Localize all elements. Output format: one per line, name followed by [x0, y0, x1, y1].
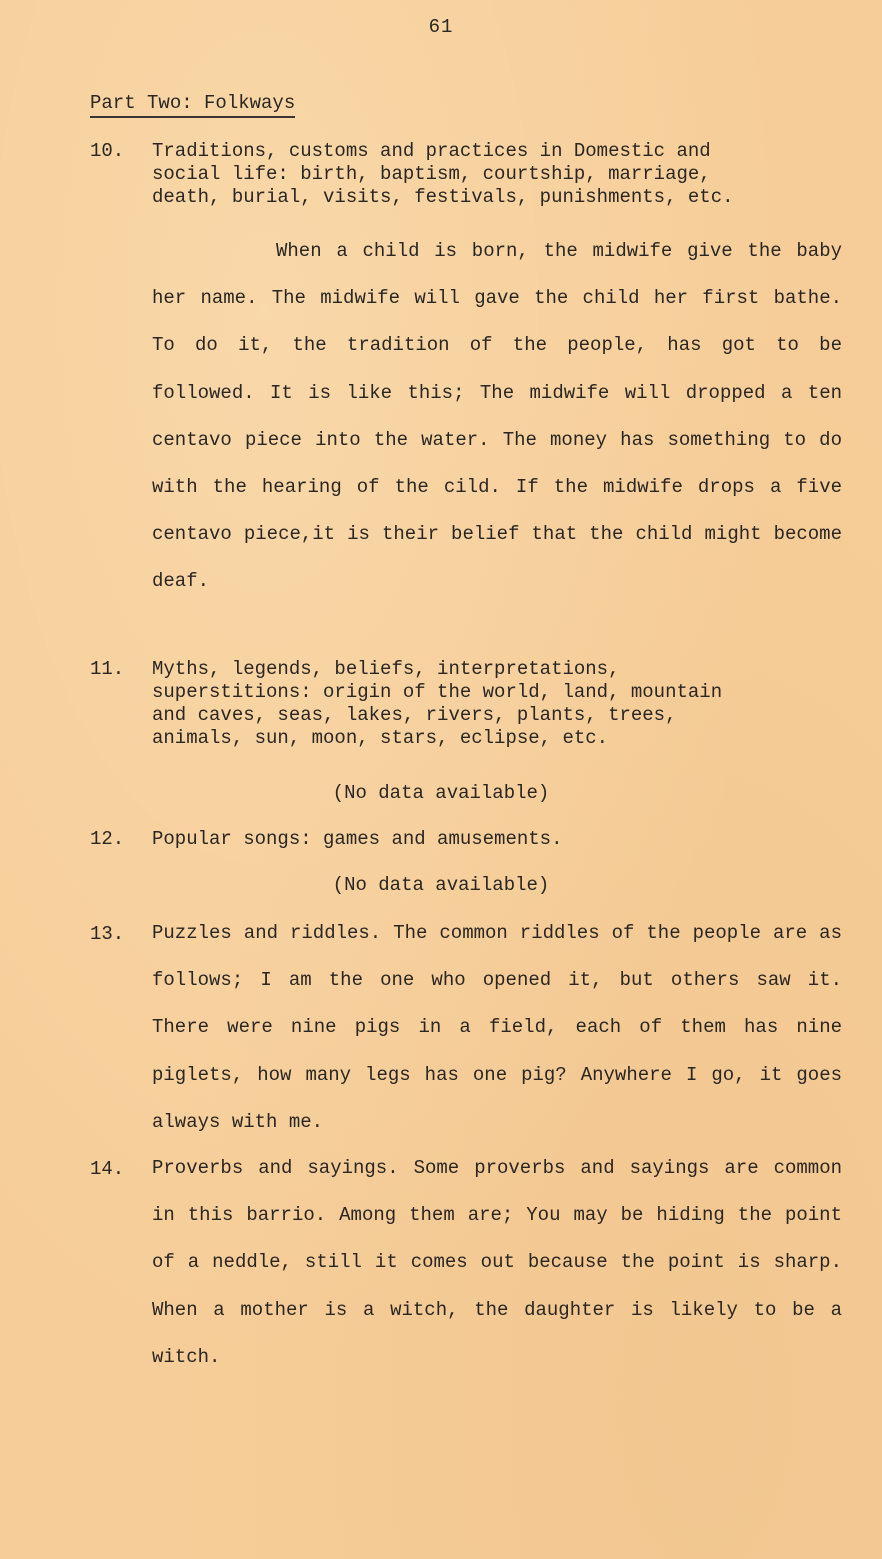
section-number: 10.: [90, 140, 125, 162]
section-body-text: When a child is born, the midwife give the baby her name. The midwife will gave the child her first bathe. To do it, the tradition of the people, has got to be followed. It is like this; The midwife will dropped a ten centavo piece into the water. The money has something to do with the hearing of the cild. If the midwife drops a five centavo piece,it is their belief that the child might become deaf.: [152, 240, 842, 593]
section-body: Puzzles and riddles. The common riddles of the people are as follows; I am the one who opened it, but others saw it. There were nine pigs in a field, each of them has nine piglets, how many legs has one pig? Anywhere I go, it goes always with me.: [152, 922, 842, 1133]
section-heading: Myths, legends, beliefs, interpretations, superstitions: origin of the world, land, mountain and caves, seas, lakes, rivers, plants, trees, animals, sun, moon, stars, eclipse, etc.: [152, 658, 723, 749]
no-data-note: (No data available): [332, 782, 550, 804]
section-number: 11.: [90, 658, 125, 680]
section-body: [152, 228, 842, 606]
section-number: 14.: [90, 1158, 125, 1180]
section-heading: Traditions, customs and practices in Domestic and social life: birth, baptism, courtship, marriage, death, burial, visits, festivals, punishments, etc.: [152, 140, 734, 208]
part-heading: Part Two: Folkways: [90, 92, 295, 118]
section-number: 12.: [90, 828, 125, 850]
page-number: 61: [428, 16, 454, 38]
section-heading: Popular songs: games and amusements.: [152, 828, 563, 850]
no-data-note: (No data available): [332, 874, 550, 896]
section-number: 13.: [90, 923, 125, 945]
section-body: Proverbs and sayings. Some proverbs and sayings are common in this barrio. Among them are; You may be hiding the point of a neddle, still it comes out because the point is sharp. When a mother is a witch, the daughter is likely to be a witch.: [152, 1157, 842, 1368]
